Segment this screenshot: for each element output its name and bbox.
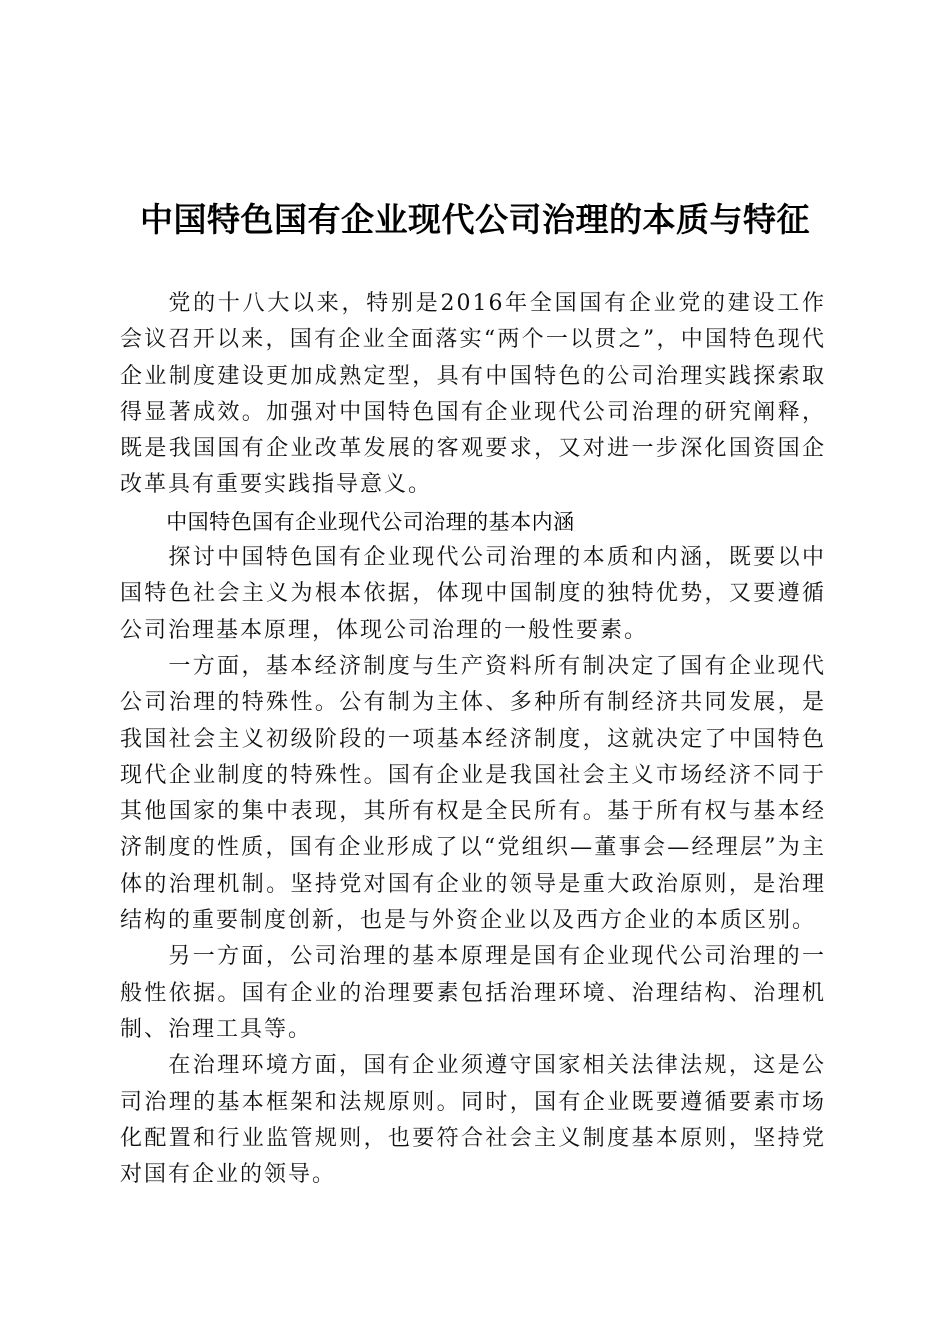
- body-paragraph: 探讨中国特色国有企业现代公司治理的本质和内涵，既要以中国特色社会主义为根本依据，体现中国制度的独特优势，又要遵循公司治理基本原理，体现公司治理的一般性要素。: [120, 545, 826, 643]
- section-heading: 中国特色国有企业现代公司治理的基本内涵: [166, 509, 575, 534]
- intro-paragraph: 党的十八大以来，特别是2016年全国国有企业党的建设工作会议召开以来，国有企业全面落实“两个一以贯之”，中国特色现代企业制度建设更加成熟定型，具有中国特色的公司治理实践探索取得显著成效。加强对中国特色国有企业现代公司治理的研究阐释，既是我国国有企业改革发展的客观要求，又对进一步深化国资国企改革具有重要实践指导意义。: [120, 291, 826, 498]
- body-paragraph: 在治理环境方面，国有企业须遵守国家相关法律法规，这是公司治理的基本框架和法规原则。同时，国有企业既要遵循要素市场化配置和行业监管规则，也要符合社会主义制度基本原则，坚持党对国有企业的领导。: [120, 1053, 826, 1188]
- body-paragraph: 一方面，基本经济制度与生产资料所有制决定了国有企业现代公司治理的特殊性。公有制为主体、多种所有制经济共同发展，是我国社会主义初级阶段的一项基本经济制度，这就决定了中国特色现代企业制度的特殊性。国有企业是我国社会主义市场经济不同于其他国家的集中表现，其所有权是全民所有。基于所有权与基本经济制度的性质，国有企业形成了以“党组织—董事会—经理层”为主体的治理机制。坚持党对国有企业的领导是重大政治原则，是治理结构的重要制度创新，也是与外资企业以及西方企业的本质区别。: [120, 653, 826, 934]
- document-body: [120, 286, 826, 1193]
- document-title: 中国特色国有企业现代公司治理的本质与特征: [140, 200, 810, 239]
- body-paragraph: 另一方面，公司治理的基本原理是国有企业现代公司治理的一般性依据。国有企业的治理要素包括治理环境、治理结构、治理机制、治理工具等。: [120, 944, 826, 1042]
